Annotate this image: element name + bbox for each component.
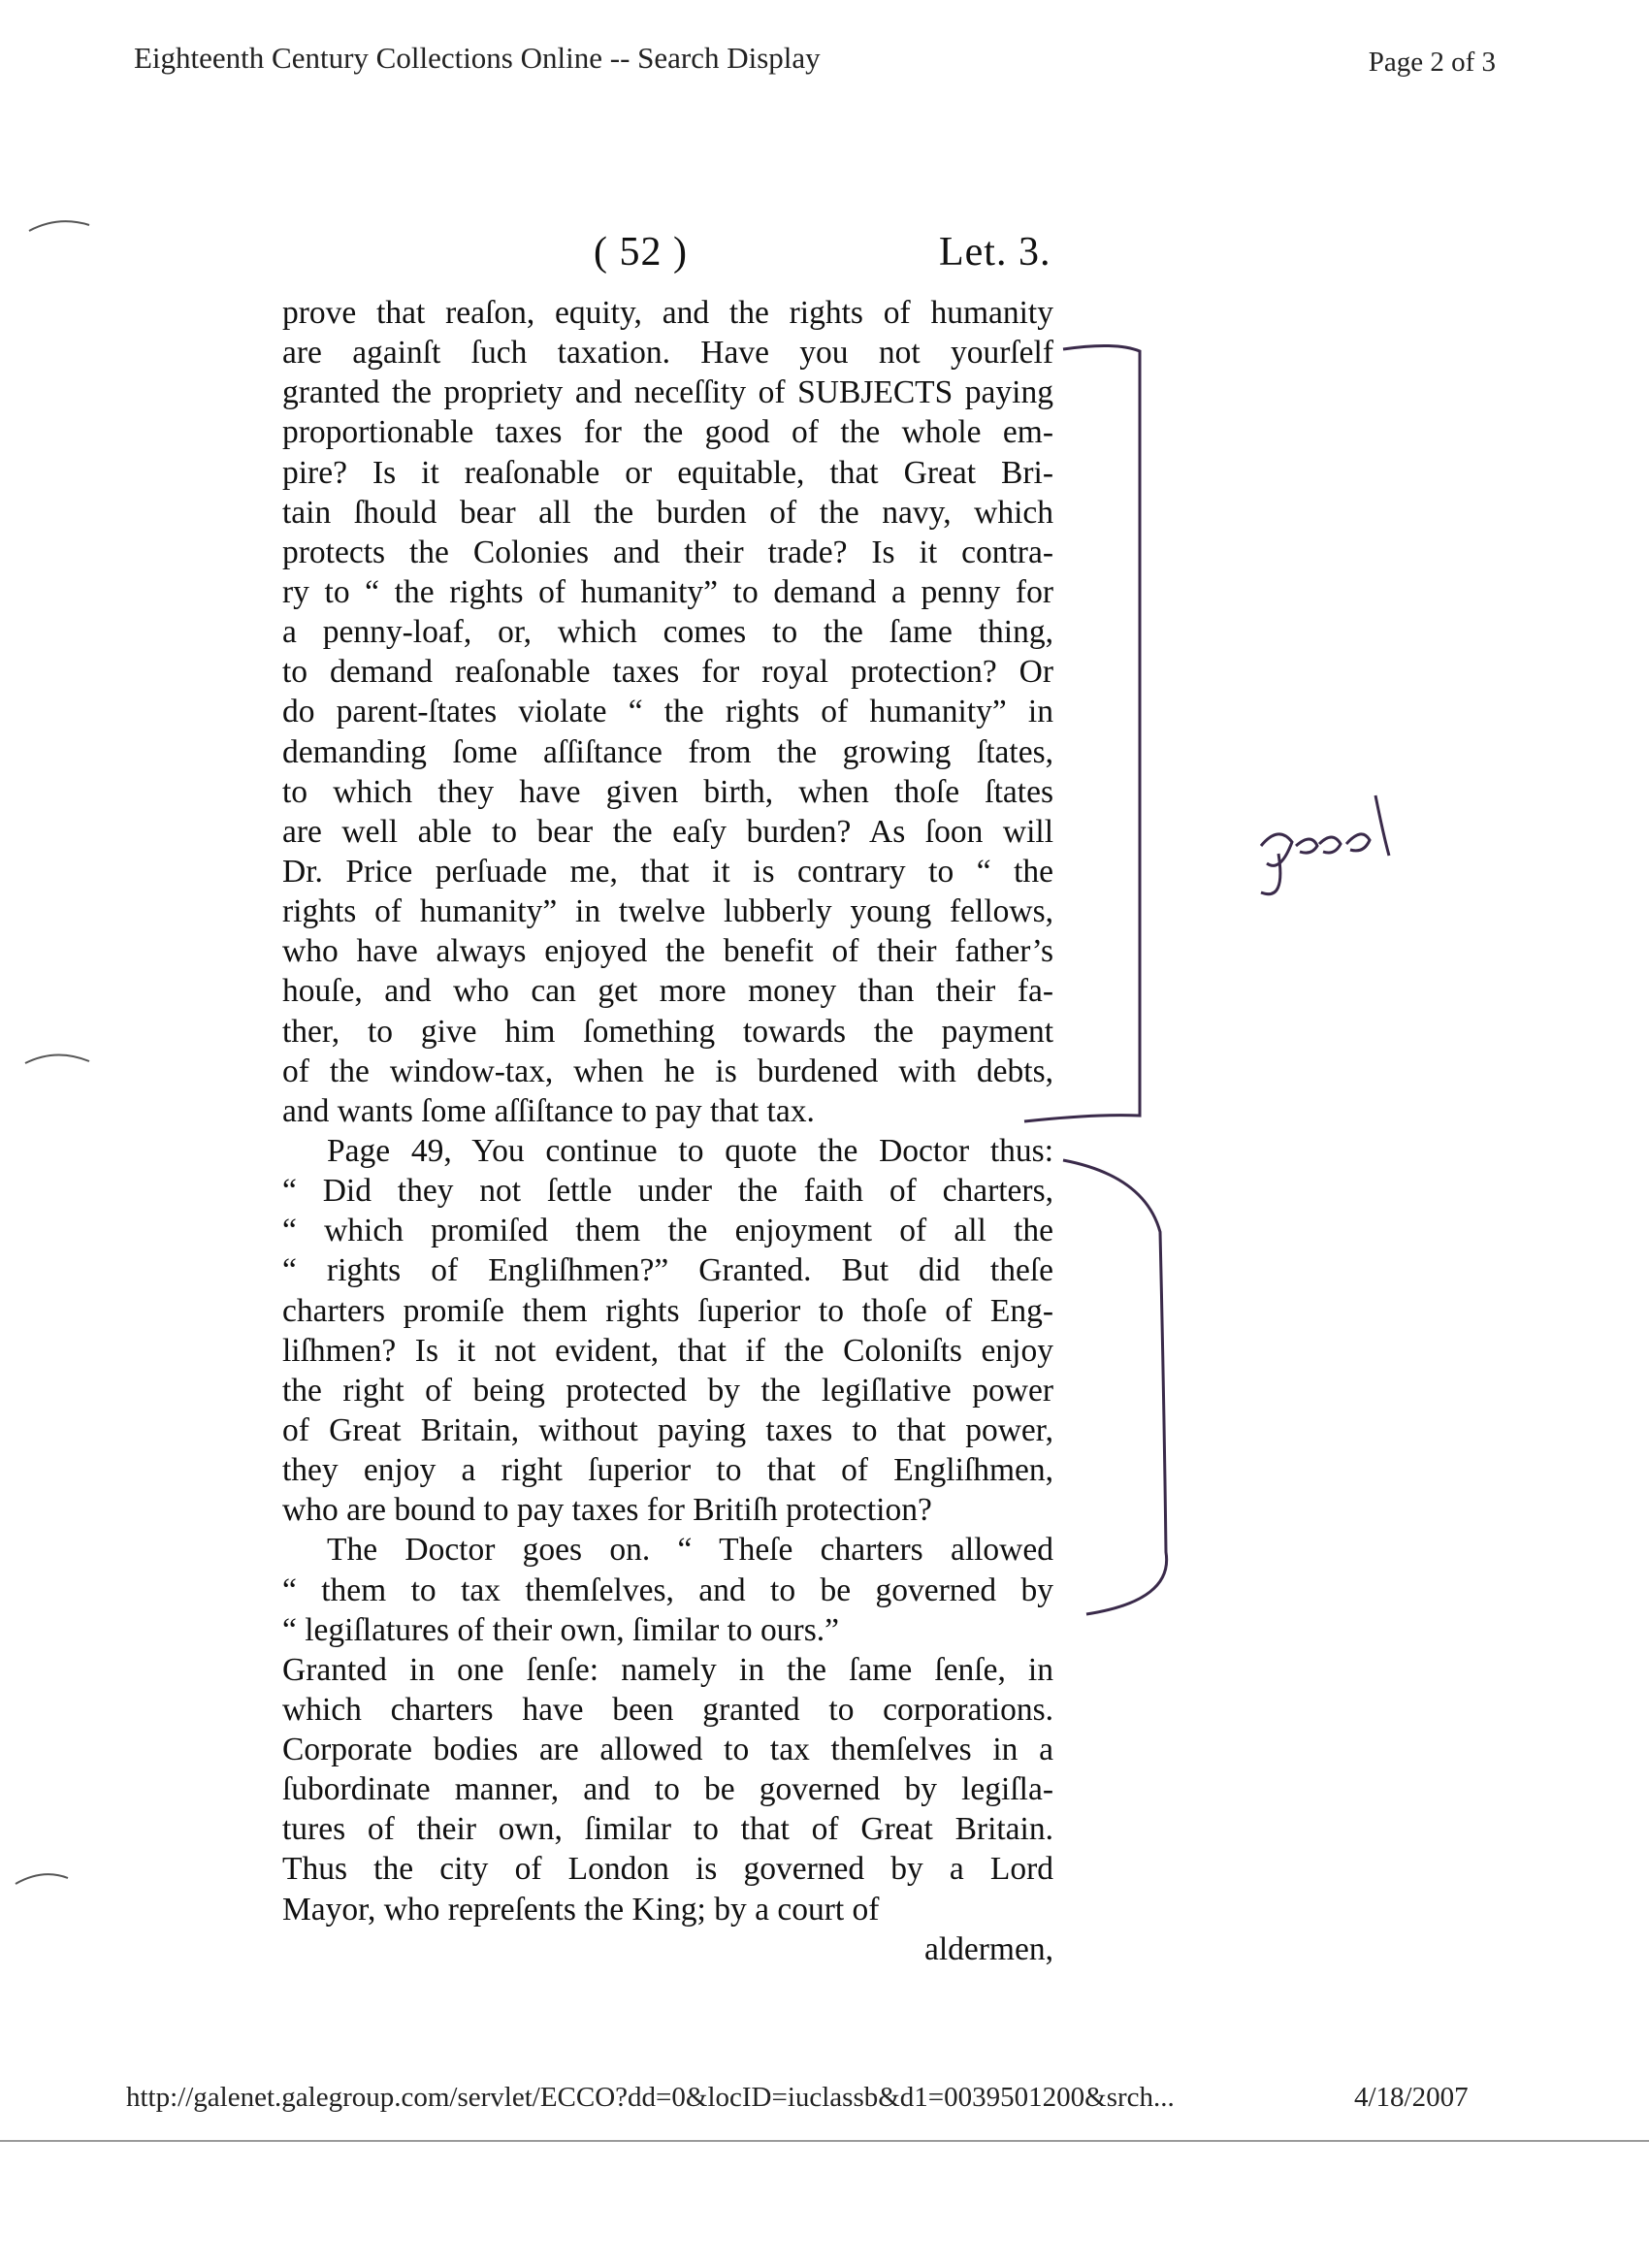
text-line: The Doctor goes on. “ Theſe charters allowed — [327, 1532, 1053, 1569]
book-page-header — [594, 229, 1051, 275]
text-line: they enjoy a right ſuperior to that of Engliſhmen, — [282, 1452, 1053, 1489]
text-line: rights of humanity” in twelve lubberly young fellows, — [282, 893, 1053, 930]
text-line: “ Did they not ſettle under the faith of charters, — [282, 1173, 1053, 1210]
text-line: Granted in one ſenſe: namely in the ſame ſenſe, in — [282, 1651, 1053, 1688]
text-line: charters promiſe them rights ſuperior to thoſe of Eng- — [282, 1292, 1053, 1329]
text-line: to which they have given birth, when thoſe ſtates — [282, 773, 1053, 810]
text-line: “ legiſlatures of their own, ſimilar to ours.” — [282, 1611, 839, 1648]
text-line: houſe, and who can get more money than their fa- — [282, 973, 1053, 1010]
text-line: demanding ſome aſſiſtance from the growing ſtates, — [282, 733, 1053, 770]
text-line: are againſt ſuch taxation. Have you not yourſelf — [282, 335, 1053, 372]
text-line: which charters have been granted to corporations. — [282, 1691, 1053, 1728]
print-header-title: Eighteenth Century Collections Online -- Search Display — [134, 41, 821, 75]
text-line: aldermen, — [923, 1930, 1053, 1967]
text-line: a penny-loaf, or, which comes to the ſame thing, — [282, 614, 1053, 651]
text-line: pire? Is it reaſonable or equitable, that Great Bri- — [282, 454, 1053, 491]
text-line: do parent-ſtates violate “ the rights of humanity” in — [282, 694, 1053, 730]
edge-mark-1 — [29, 221, 89, 231]
text-line: the right of being protected by the legiſlative power — [282, 1372, 1053, 1409]
text-line: are well able to bear the eaſy burden? As ſoon will — [282, 813, 1053, 850]
book-page-number: ( 52 ) — [594, 230, 688, 275]
text-line: Page 49, You continue to quote the Doctor thus: — [327, 1132, 1053, 1169]
text-line: prove that reaſon, equity, and the rights of humanity — [282, 295, 1053, 331]
text-line: protects the Colonies and their trade? Is it contra- — [282, 534, 1053, 570]
book-text-body — [282, 293, 1053, 1969]
text-line: Dr. Price perſuade me, that it is contrary to “ the — [282, 853, 1053, 890]
text-line: ry to “ the rights of humanity” to demand a penny for — [282, 573, 1053, 610]
text-line: “ rights of Engliſhmen?” Granted. But did theſe — [282, 1252, 1053, 1289]
text-line: who are bound to pay taxes for Britiſh protection? — [282, 1492, 932, 1529]
text-line: who have always enjoyed the benefit of their father’s — [282, 933, 1053, 970]
text-line: ther, to give him ſomething towards the payment — [282, 1013, 1053, 1050]
text-line: granted the propriety and neceſſity of SUBJECTS paying — [282, 374, 1053, 411]
text-line: tures of their own, ſimilar to that of Great Britain. — [282, 1811, 1053, 1848]
text-line: tain ſhould bear all the burden of the navy, which — [282, 494, 1053, 531]
running-head: Let. 3. — [939, 230, 1051, 275]
text-line: Mayor, who repreſents the King; by a court of — [282, 1891, 880, 1928]
text-line: ſubordinate manner, and to be governed by legiſla- — [282, 1771, 1053, 1808]
edge-mark-3 — [16, 1874, 68, 1884]
footer-url: http://galenet.galegroup.com/servlet/ECCO?dd=0&locID=iuclassb&d1=0039501200&srch... — [126, 2082, 1175, 2113]
text-line: “ them to tax themſelves, and to be governed by — [282, 1571, 1053, 1608]
text-line: proportionable taxes for the good of the whole em- — [282, 414, 1053, 451]
text-line: and wants ſome aſſiſtance to pay that tax. — [282, 1092, 815, 1129]
text-line: Corporate bodies are allowed to tax themſelves in a — [282, 1732, 1053, 1768]
text-line: liſhmen? Is it not evident, that if the Coloniſts enjoy — [282, 1332, 1053, 1369]
margin-bracket-lower — [1063, 1160, 1167, 1614]
footer-rule — [0, 2140, 1649, 2142]
text-line: “ which promiſed them the enjoyment of all the — [282, 1213, 1053, 1249]
text-line: to demand reaſonable taxes for royal protection? Or — [282, 654, 1053, 691]
text-line: of Great Britain, without paying taxes to that power, — [282, 1411, 1053, 1448]
print-header-page-count: Page 2 of 3 — [1368, 47, 1496, 78]
edge-mark-2 — [25, 1054, 89, 1063]
text-line: of the window-tax, when he is burdened with debts, — [282, 1053, 1053, 1089]
footer-date: 4/18/2007 — [1354, 2082, 1469, 2113]
text-line: Thus the city of London is governed by a Lord — [282, 1851, 1053, 1888]
